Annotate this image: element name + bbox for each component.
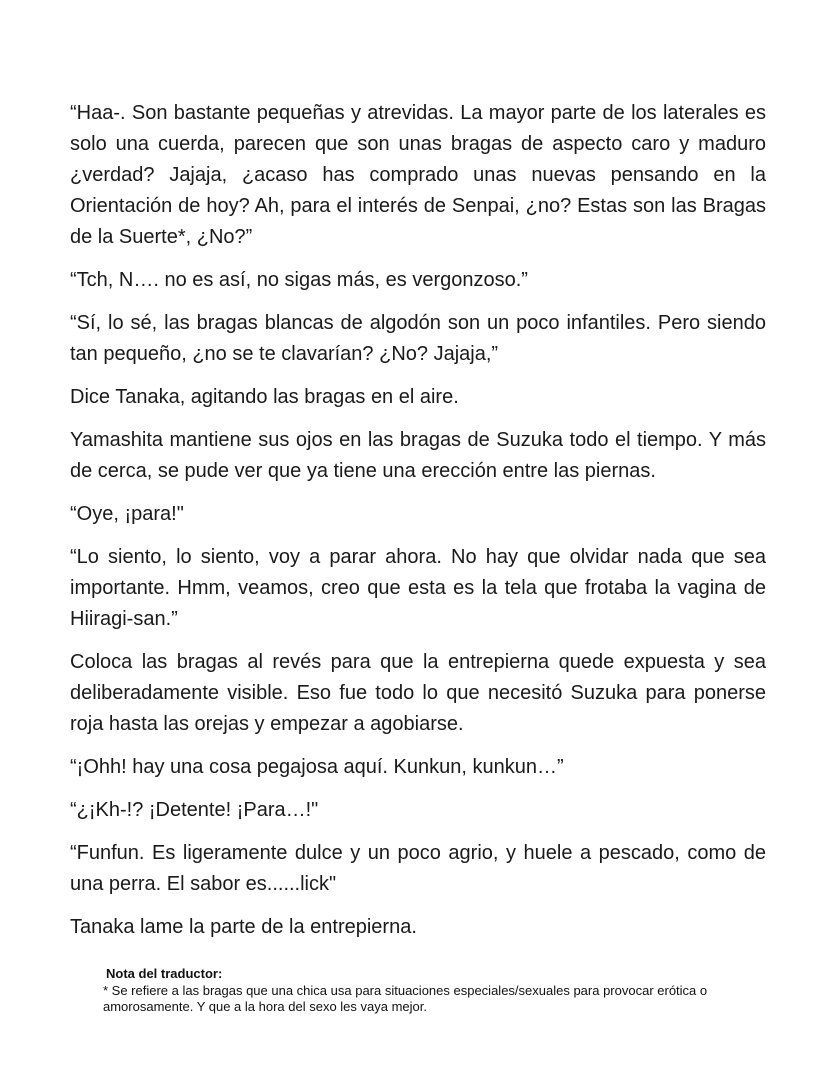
paragraph: “¿¡Kh-!? ¡Detente! ¡Para…!" [70,799,319,821]
paragraph: Coloca las bragas al revés para que la entrepierna quede expuesta y sea deliberadamente visible. Eso fue todo lo que necesitó Suzuka para ponerse roja hasta las orejas y empezar a agobiarse. [70,651,766,735]
paragraph: Dice Tanaka, agitando las bragas en el aire. [70,386,459,408]
paragraph: “Oye, ¡para!" [70,503,184,525]
translator-note [103,966,743,1015]
paragraph: “¡Ohh! hay una cosa pegajosa aquí. Kunkun, kunkun…” [70,756,564,778]
translator-note-body: * Se refiere a las bragas que una chica usa para situaciones especiales/sexuales para provocar erótica o amorosamente. Y que a la hora del sexo les vaya mejor. [103,983,708,1014]
translator-note-title: Nota del traductor: [106,966,223,981]
paragraph: “Lo siento, lo siento, voy a parar ahora. No hay que olvidar nada que sea importante. Hmm, veamos, creo que esta es la tela que frotaba la vagina de Hiiragi-san.” [70,546,766,630]
paragraph: Tanaka lame la parte de la entrepierna. [70,916,417,938]
paragraph: “Sí, lo sé, las bragas blancas de algodón son un poco infantiles. Pero siendo tan pequeño, ¿no se te clavarían? ¿No? Jajaja,” [70,312,766,365]
document-body [70,98,766,955]
paragraph: “Haa-. Son bastante pequeñas y atrevidas. La mayor parte de los laterales es solo una cuerda, parecen que son unas bragas de aspecto caro y maduro ¿verdad? Jajaja, ¿acaso has comprado unas nuevas pensando en la Orientación de hoy? Ah, para el interés de Senpai, ¿no? Estas son las Bragas de la Suerte*, ¿No?” [70,102,766,248]
paragraph: “Tch, N…. no es así, no sigas más, es vergonzoso.” [70,269,528,291]
paragraph: Yamashita mantiene sus ojos en las bragas de Suzuka todo el tiempo. Y más de cerca, se pude ver que ya tiene una erección entre las piernas. [70,429,766,482]
paragraph: “Funfun. Es ligeramente dulce y un poco agrio, y huele a pescado, como de una perra. El sabor es......lick" [70,842,766,895]
